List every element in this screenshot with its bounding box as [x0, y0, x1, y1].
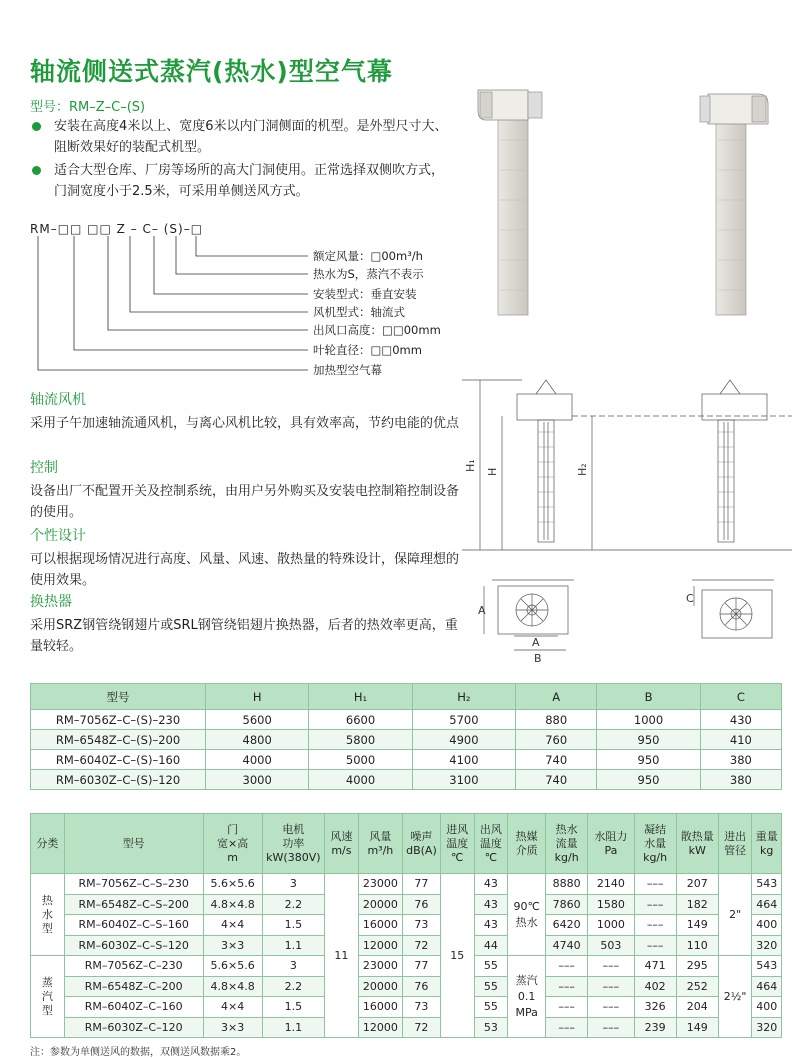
- col-header: 风量 m³/h: [358, 814, 402, 874]
- col-header: 型号: [64, 814, 203, 874]
- col-header: 型号: [31, 684, 206, 710]
- table-cell: 20000: [358, 976, 402, 997]
- table-row: [31, 1017, 782, 1038]
- table-cell: RM–7056Z–C–230: [64, 956, 203, 977]
- table-row: [31, 770, 782, 790]
- table-row: [31, 750, 782, 770]
- table-cell: 204: [676, 997, 718, 1018]
- table-cell: 1000: [588, 915, 634, 936]
- table-cell: 53: [474, 1017, 508, 1038]
- table-cell: 3: [262, 874, 324, 895]
- table-cell: 4000: [206, 750, 309, 770]
- table-cell: 149: [676, 1017, 718, 1038]
- table-row: [31, 730, 782, 750]
- code-label: 额定风量：□00m³/h: [313, 249, 423, 263]
- table-cell: 43: [474, 915, 508, 936]
- code-label: 风机型式：轴流式: [313, 305, 405, 319]
- dim-label-h1: H₁: [464, 459, 477, 472]
- table-cell: 6420: [546, 915, 588, 936]
- table-cell: 77: [402, 956, 440, 977]
- col-header: C: [700, 684, 781, 710]
- table-cell: 380: [700, 750, 781, 770]
- table-cell: 55: [474, 997, 508, 1018]
- table-cell: 2.2: [262, 894, 324, 915]
- group-label-steam: 蒸 汽 型: [31, 956, 65, 1038]
- section-custom-design: [30, 526, 460, 591]
- table-cell: 23000: [358, 956, 402, 977]
- medium-steam: 蒸汽 0.1 MPa: [508, 956, 546, 1038]
- table-cell: –––: [634, 874, 676, 895]
- elevation-drawing: [462, 372, 792, 572]
- code-leader-lines: [30, 222, 470, 382]
- table-cell: 1.1: [262, 935, 324, 956]
- table-cell: 182: [676, 894, 718, 915]
- col-header: 噪声 dB(A): [402, 814, 440, 874]
- table-cell: 1.5: [262, 997, 324, 1018]
- bullet-dot-icon: [32, 122, 41, 131]
- table-cell: 402: [634, 976, 676, 997]
- col-header: 进出 管径: [718, 814, 752, 874]
- table-cell: 1000: [597, 710, 700, 730]
- col-header: 热媒 介质: [508, 814, 546, 874]
- col-header: 电机 功率 kW(380V): [262, 814, 324, 874]
- plan-drawing: [474, 572, 792, 672]
- table-cell: 2.2: [262, 976, 324, 997]
- section-heading: 轴流风机: [30, 392, 86, 408]
- dimension-table: [30, 683, 782, 790]
- col-header: A: [516, 684, 597, 710]
- table-cell: RM–6030Z–C–120: [64, 1017, 203, 1038]
- table-cell: 5700: [412, 710, 515, 730]
- table-cell: 4.8×4.8: [203, 894, 262, 915]
- table-cell: 73: [402, 997, 440, 1018]
- col-header: 重量 kg: [752, 814, 782, 874]
- table-cell: 7860: [546, 894, 588, 915]
- table-cell: 44: [474, 935, 508, 956]
- table-cell: 320: [752, 1017, 782, 1038]
- table-cell: 252: [676, 976, 718, 997]
- col-header: 水阻力 Pa: [588, 814, 634, 874]
- table-cell: –––: [588, 976, 634, 997]
- section-body: 设备出厂不配置开关及控制系统，由用户另外购买及安装电控制箱控制设备的使用。: [30, 484, 460, 520]
- page-title: 轴流侧送式蒸汽(热水)型空气幕: [30, 57, 393, 86]
- code-label: 安装型式：垂直安装: [313, 287, 417, 301]
- section-axial-fan: [30, 390, 460, 434]
- table-cell: 110: [676, 935, 718, 956]
- table-cell: 740: [516, 750, 597, 770]
- bullet-text: 安装在高度4米以上、宽度6米以内门洞侧面的机型。是外型尺寸大、阻断效果好的装配式机型。: [54, 119, 448, 155]
- table-cell: 55: [474, 956, 508, 977]
- table-cell: 400: [752, 915, 782, 936]
- table-cell: –––: [546, 956, 588, 977]
- col-header: H₂: [412, 684, 515, 710]
- col-header: 凝结 水量 kg/h: [634, 814, 676, 874]
- table-cell: 543: [752, 956, 782, 977]
- table-cell: 503: [588, 935, 634, 956]
- pipe-size-1: 2": [718, 874, 752, 956]
- table-cell: 4000: [309, 770, 412, 790]
- table-cell: 5.6×5.6: [203, 956, 262, 977]
- table-cell: 4800: [206, 730, 309, 750]
- bullet-item: [30, 116, 450, 158]
- wind-speed-cell: 11: [325, 874, 359, 1038]
- table-cell: 77: [402, 874, 440, 895]
- table-cell: –––: [634, 915, 676, 936]
- product-illustration: [468, 80, 788, 340]
- col-header: B: [597, 684, 700, 710]
- col-header: 分类: [31, 814, 65, 874]
- table-row: [31, 935, 782, 956]
- table-cell: 400: [752, 997, 782, 1018]
- table-cell: 410: [700, 730, 781, 750]
- table-row: [31, 710, 782, 730]
- table-cell: 72: [402, 1017, 440, 1038]
- col-header: 热水 流量 kg/h: [546, 814, 588, 874]
- table-cell: 5000: [309, 750, 412, 770]
- table-cell: 326: [634, 997, 676, 1018]
- table-cell: 543: [752, 874, 782, 895]
- table-cell: –––: [588, 1017, 634, 1038]
- table-cell: 950: [597, 770, 700, 790]
- table-cell: 471: [634, 956, 676, 977]
- table-cell: 1.1: [262, 1017, 324, 1038]
- table-cell: 3000: [206, 770, 309, 790]
- table-cell: RM–6030Z–C–S–120: [64, 935, 203, 956]
- section-heading: 控制: [30, 460, 58, 476]
- table-cell: 207: [676, 874, 718, 895]
- col-header: 进风 温度 ℃: [440, 814, 474, 874]
- table-cell: 464: [752, 894, 782, 915]
- table-cell: 149: [676, 915, 718, 936]
- section-heading: 个性设计: [30, 528, 86, 544]
- section-heat-exchanger: [30, 592, 460, 657]
- table-header-row: [31, 814, 782, 874]
- table-header-row: [31, 684, 782, 710]
- dim-label-h: H: [486, 467, 499, 476]
- table-cell: 950: [597, 750, 700, 770]
- table-cell: 464: [752, 976, 782, 997]
- table-cell: –––: [546, 997, 588, 1018]
- table-cell: RM–6040Z–C–160: [64, 997, 203, 1018]
- dim-label-a-left: A: [478, 604, 486, 617]
- col-header: H: [206, 684, 309, 710]
- table-cell: 16000: [358, 997, 402, 1018]
- table-row: [31, 976, 782, 997]
- table-cell: –––: [546, 1017, 588, 1038]
- footnote: 注：参数为单侧送风的数据，双侧送风数据乘2。: [30, 1047, 247, 1058]
- table-cell: 12000: [358, 1017, 402, 1038]
- section-body: 采用SRZ钢管绕钢翅片或SRL钢管绕铝翅片换热器，后者的热效率更高，重量较轻。: [30, 618, 458, 654]
- col-header: 散热量 kW: [676, 814, 718, 874]
- table-cell: 3×3: [203, 935, 262, 956]
- table-cell: 6600: [309, 710, 412, 730]
- table-cell: 76: [402, 976, 440, 997]
- pipe-size-2: 2½": [718, 956, 752, 1038]
- table-cell: RM–6030Z–C–(S)–120: [31, 770, 206, 790]
- table-cell: RM–7056Z–C–S–230: [64, 874, 203, 895]
- model-line: 型号：RM–Z–C–(S): [30, 100, 146, 115]
- code-label: 加热型空气幕: [313, 363, 382, 377]
- dim-label-h2: H₂: [576, 463, 589, 476]
- table-cell: 295: [676, 956, 718, 977]
- table-cell: 320: [752, 935, 782, 956]
- table-cell: 4.8×4.8: [203, 976, 262, 997]
- col-header: H₁: [309, 684, 412, 710]
- table-cell: 1580: [588, 894, 634, 915]
- bullet-text: 适合大型仓库、厂房等场所的高大门洞使用。正常选择双侧吹方式，门洞宽度小于2.5米，可采用单侧送风方式。: [54, 163, 445, 199]
- table-cell: –––: [634, 894, 676, 915]
- medium-hot-water: 90℃ 热水: [508, 874, 546, 956]
- table-cell: 4900: [412, 730, 515, 750]
- table-cell: 4×4: [203, 997, 262, 1018]
- dim-label-b: B: [534, 652, 542, 665]
- table-cell: 880: [516, 710, 597, 730]
- table-cell: 950: [597, 730, 700, 750]
- table-cell: 55: [474, 976, 508, 997]
- table-cell: –––: [634, 935, 676, 956]
- table-cell: RM–7056Z–C–(S)–230: [31, 710, 206, 730]
- code-label: 热水为S，蒸汽不表示: [313, 267, 424, 281]
- table-cell: –––: [588, 956, 634, 977]
- dim-label-c: C: [686, 592, 694, 605]
- feature-bullets: [30, 116, 450, 204]
- model-code-diagram: [30, 222, 470, 382]
- table-cell: 3×3: [203, 1017, 262, 1038]
- bullet-dot-icon: [32, 166, 41, 175]
- table-cell: –––: [588, 997, 634, 1018]
- table-cell: 4100: [412, 750, 515, 770]
- table-cell: 43: [474, 894, 508, 915]
- table-cell: 3100: [412, 770, 515, 790]
- section-body: 采用子午加速轴流通风机，与离心风机比较，具有效率高，节约电能的优点: [30, 416, 460, 431]
- table-cell: 12000: [358, 935, 402, 956]
- table-cell: 430: [700, 710, 781, 730]
- table-cell: 5600: [206, 710, 309, 730]
- section-body: 可以根据现场情况进行高度、风量、风速、散热量的特殊设计，保障理想的使用效果。: [30, 552, 460, 588]
- table-cell: 5800: [309, 730, 412, 750]
- right-unit: [700, 94, 768, 315]
- table-cell: RM–6548Z–C–(S)–200: [31, 730, 206, 750]
- table-cell: RM–6548Z–C–S–200: [64, 894, 203, 915]
- group-label-hot-water: 热 水 型: [31, 874, 65, 956]
- code-label: 出风口高度：□□00mm: [313, 323, 441, 337]
- table-cell: RM–6040Z–C–S–160: [64, 915, 203, 936]
- model-code-pattern: RM–□□ □□ Z – C– (S)–□: [30, 222, 204, 236]
- table-cell: 5.6×5.6: [203, 874, 262, 895]
- table-cell: 43: [474, 874, 508, 895]
- table-cell: 1.5: [262, 915, 324, 936]
- table-cell: –––: [546, 976, 588, 997]
- section-heading: 换热器: [30, 594, 72, 610]
- table-row: [31, 956, 782, 977]
- table-row: [31, 915, 782, 936]
- table-cell: 3: [262, 956, 324, 977]
- table-cell: 72: [402, 935, 440, 956]
- table-cell: RM–6040Z–C–(S)–160: [31, 750, 206, 770]
- table-row: [31, 894, 782, 915]
- section-control: [30, 458, 460, 523]
- table-row: [31, 997, 782, 1018]
- table-cell: 4×4: [203, 915, 262, 936]
- col-header: 出风 温度 ℃: [474, 814, 508, 874]
- table-cell: 760: [516, 730, 597, 750]
- table-cell: 76: [402, 894, 440, 915]
- table-cell: 16000: [358, 915, 402, 936]
- inlet-temp-cell: 15: [440, 874, 474, 1038]
- dim-label-a-bottom: A: [532, 636, 540, 649]
- table-cell: 73: [402, 915, 440, 936]
- left-unit: [478, 90, 542, 315]
- table-cell: 23000: [358, 874, 402, 895]
- table-cell: 380: [700, 770, 781, 790]
- performance-table: [30, 813, 782, 1038]
- col-header: 门 宽×高 m: [203, 814, 262, 874]
- table-cell: 8880: [546, 874, 588, 895]
- table-cell: RM–6548Z–C–200: [64, 976, 203, 997]
- bullet-item: [30, 160, 450, 202]
- col-header: 风速 m/s: [325, 814, 359, 874]
- table-cell: 740: [516, 770, 597, 790]
- table-row: [31, 874, 782, 895]
- code-label: 叶轮直径：□□0mm: [313, 343, 422, 357]
- table-cell: 239: [634, 1017, 676, 1038]
- table-cell: 20000: [358, 894, 402, 915]
- table-cell: 4740: [546, 935, 588, 956]
- table-cell: 2140: [588, 874, 634, 895]
